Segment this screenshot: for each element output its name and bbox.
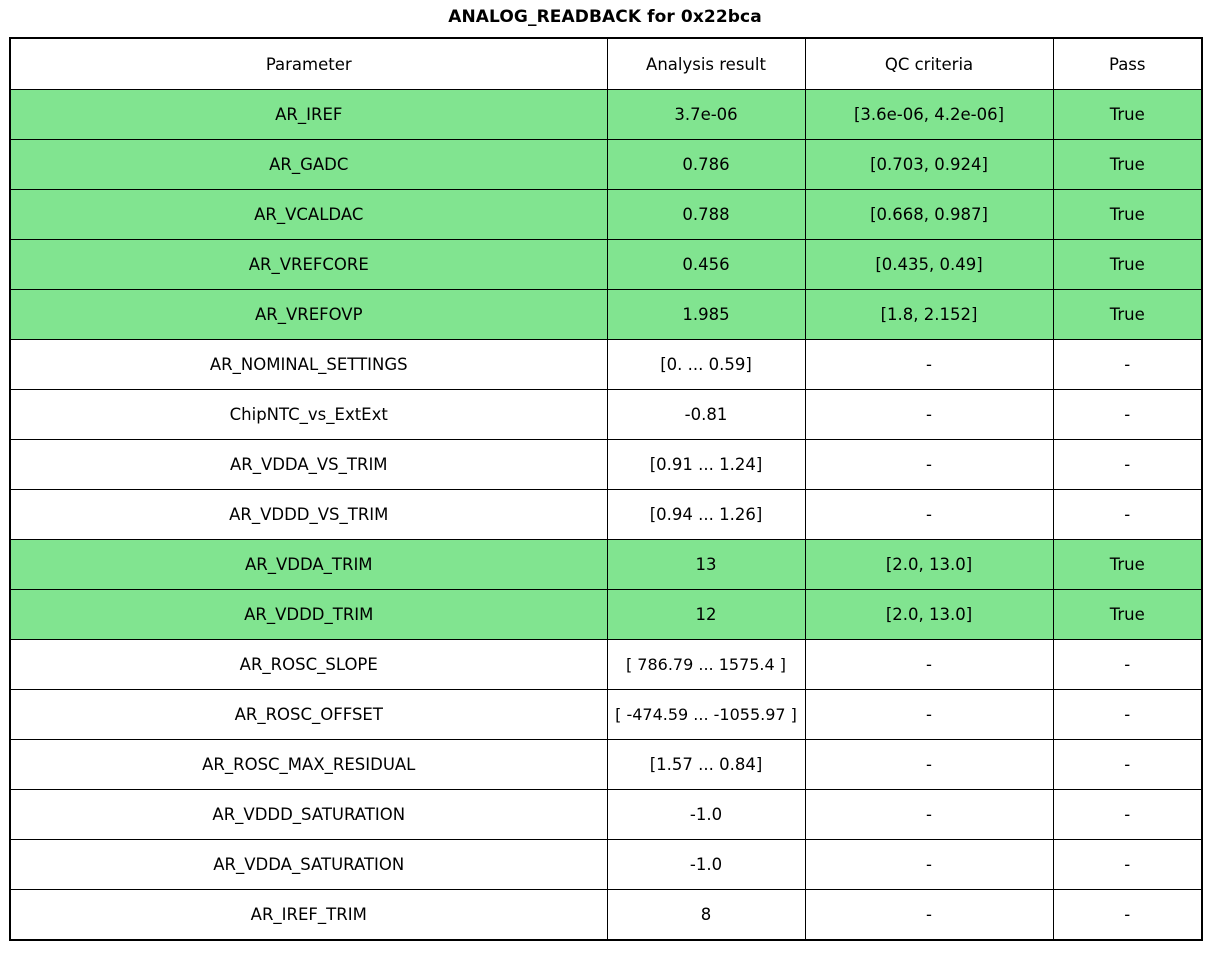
cell-qc-criteria: - [805,490,1053,540]
cell-parameter: ChipNTC_vs_ExtExt [10,390,607,440]
cell-parameter: AR_VREFCORE [10,240,607,290]
table-body [10,90,1202,941]
cell-analysis-result: 12 [607,590,805,640]
cell-parameter: AR_GADC [10,140,607,190]
table-row [10,790,1202,840]
page-title: ANALOG_READBACK for 0x22bca [448,7,762,27]
cell-pass: - [1053,490,1202,540]
cell-analysis-result: -0.81 [607,390,805,440]
cell-pass: - [1053,340,1202,390]
cell-analysis-result: 0.786 [607,140,805,190]
cell-parameter: AR_ROSC_OFFSET [10,690,607,740]
cell-qc-criteria: - [805,640,1053,690]
cell-pass: - [1053,890,1202,941]
cell-analysis-result: [0.94 ... 1.26] [607,490,805,540]
cell-qc-criteria: - [805,740,1053,790]
cell-qc-criteria: [3.6e-06, 4.2e-06] [805,90,1053,140]
cell-parameter: AR_IREF [10,90,607,140]
cell-pass: - [1053,640,1202,690]
table-row [10,340,1202,390]
table-row [10,290,1202,340]
cell-qc-criteria: - [805,840,1053,890]
cell-parameter: AR_VDDD_TRIM [10,590,607,640]
table-container [0,37,1210,941]
cell-qc-criteria: [1.8, 2.152] [805,290,1053,340]
column-header-analysis-result: Analysis result [607,38,805,90]
table-row [10,140,1202,190]
table-row [10,390,1202,440]
analog-readback-table [9,37,1203,941]
table-header-row [10,38,1202,90]
cell-parameter: AR_VDDD_VS_TRIM [10,490,607,540]
cell-pass: True [1053,140,1202,190]
column-header-pass: Pass [1053,38,1202,90]
cell-analysis-result: -1.0 [607,840,805,890]
cell-analysis-result: 13 [607,540,805,590]
cell-analysis-result: [0.91 ... 1.24] [607,440,805,490]
cell-qc-criteria: [0.435, 0.49] [805,240,1053,290]
table-row [10,440,1202,490]
cell-parameter: AR_NOMINAL_SETTINGS [10,340,607,390]
table-row [10,690,1202,740]
cell-analysis-result: 3.7e-06 [607,90,805,140]
cell-analysis-result: 0.456 [607,240,805,290]
table-row [10,540,1202,590]
cell-parameter: AR_VDDA_VS_TRIM [10,440,607,490]
cell-analysis-result: [ 786.79 ... 1575.4 ] [607,640,805,690]
cell-parameter: AR_ROSC_MAX_RESIDUAL [10,740,607,790]
cell-analysis-result: 0.788 [607,190,805,240]
cell-pass: - [1053,440,1202,490]
cell-analysis-result: [0. ... 0.59] [607,340,805,390]
table-row [10,890,1202,941]
table-header [10,38,1202,90]
cell-qc-criteria: [0.703, 0.924] [805,140,1053,190]
table-row [10,740,1202,790]
cell-qc-criteria: [2.0, 13.0] [805,590,1053,640]
cell-pass: True [1053,540,1202,590]
cell-analysis-result: 1.985 [607,290,805,340]
cell-qc-criteria: - [805,340,1053,390]
cell-pass: True [1053,290,1202,340]
cell-analysis-result: -1.0 [607,790,805,840]
cell-parameter: AR_VREFOVP [10,290,607,340]
column-header-parameter: Parameter [10,38,607,90]
table-row [10,640,1202,690]
cell-qc-criteria: - [805,390,1053,440]
cell-pass: - [1053,390,1202,440]
table-row [10,190,1202,240]
table-row [10,840,1202,890]
cell-parameter: AR_VDDA_TRIM [10,540,607,590]
table-row [10,490,1202,540]
table-row [10,590,1202,640]
cell-analysis-result: [1.57 ... 0.84] [607,740,805,790]
cell-pass: True [1053,90,1202,140]
cell-qc-criteria: [2.0, 13.0] [805,540,1053,590]
cell-parameter: AR_VDDA_SATURATION [10,840,607,890]
cell-analysis-result: [ -474.59 ... -1055.97 ] [607,690,805,740]
cell-qc-criteria: - [805,690,1053,740]
cell-qc-criteria: [0.668, 0.987] [805,190,1053,240]
cell-parameter: AR_VCALDAC [10,190,607,240]
cell-pass: - [1053,790,1202,840]
cell-parameter: AR_IREF_TRIM [10,890,607,941]
cell-qc-criteria: - [805,790,1053,840]
cell-pass: - [1053,740,1202,790]
table-row [10,90,1202,140]
cell-pass: True [1053,240,1202,290]
table-row [10,240,1202,290]
cell-analysis-result: 8 [607,890,805,941]
cell-pass: - [1053,840,1202,890]
cell-pass: True [1053,190,1202,240]
cell-parameter: AR_VDDD_SATURATION [10,790,607,840]
cell-pass: - [1053,690,1202,740]
cell-qc-criteria: - [805,440,1053,490]
cell-parameter: AR_ROSC_SLOPE [10,640,607,690]
column-header-qc-criteria: QC criteria [805,38,1053,90]
cell-qc-criteria: - [805,890,1053,941]
cell-pass: True [1053,590,1202,640]
